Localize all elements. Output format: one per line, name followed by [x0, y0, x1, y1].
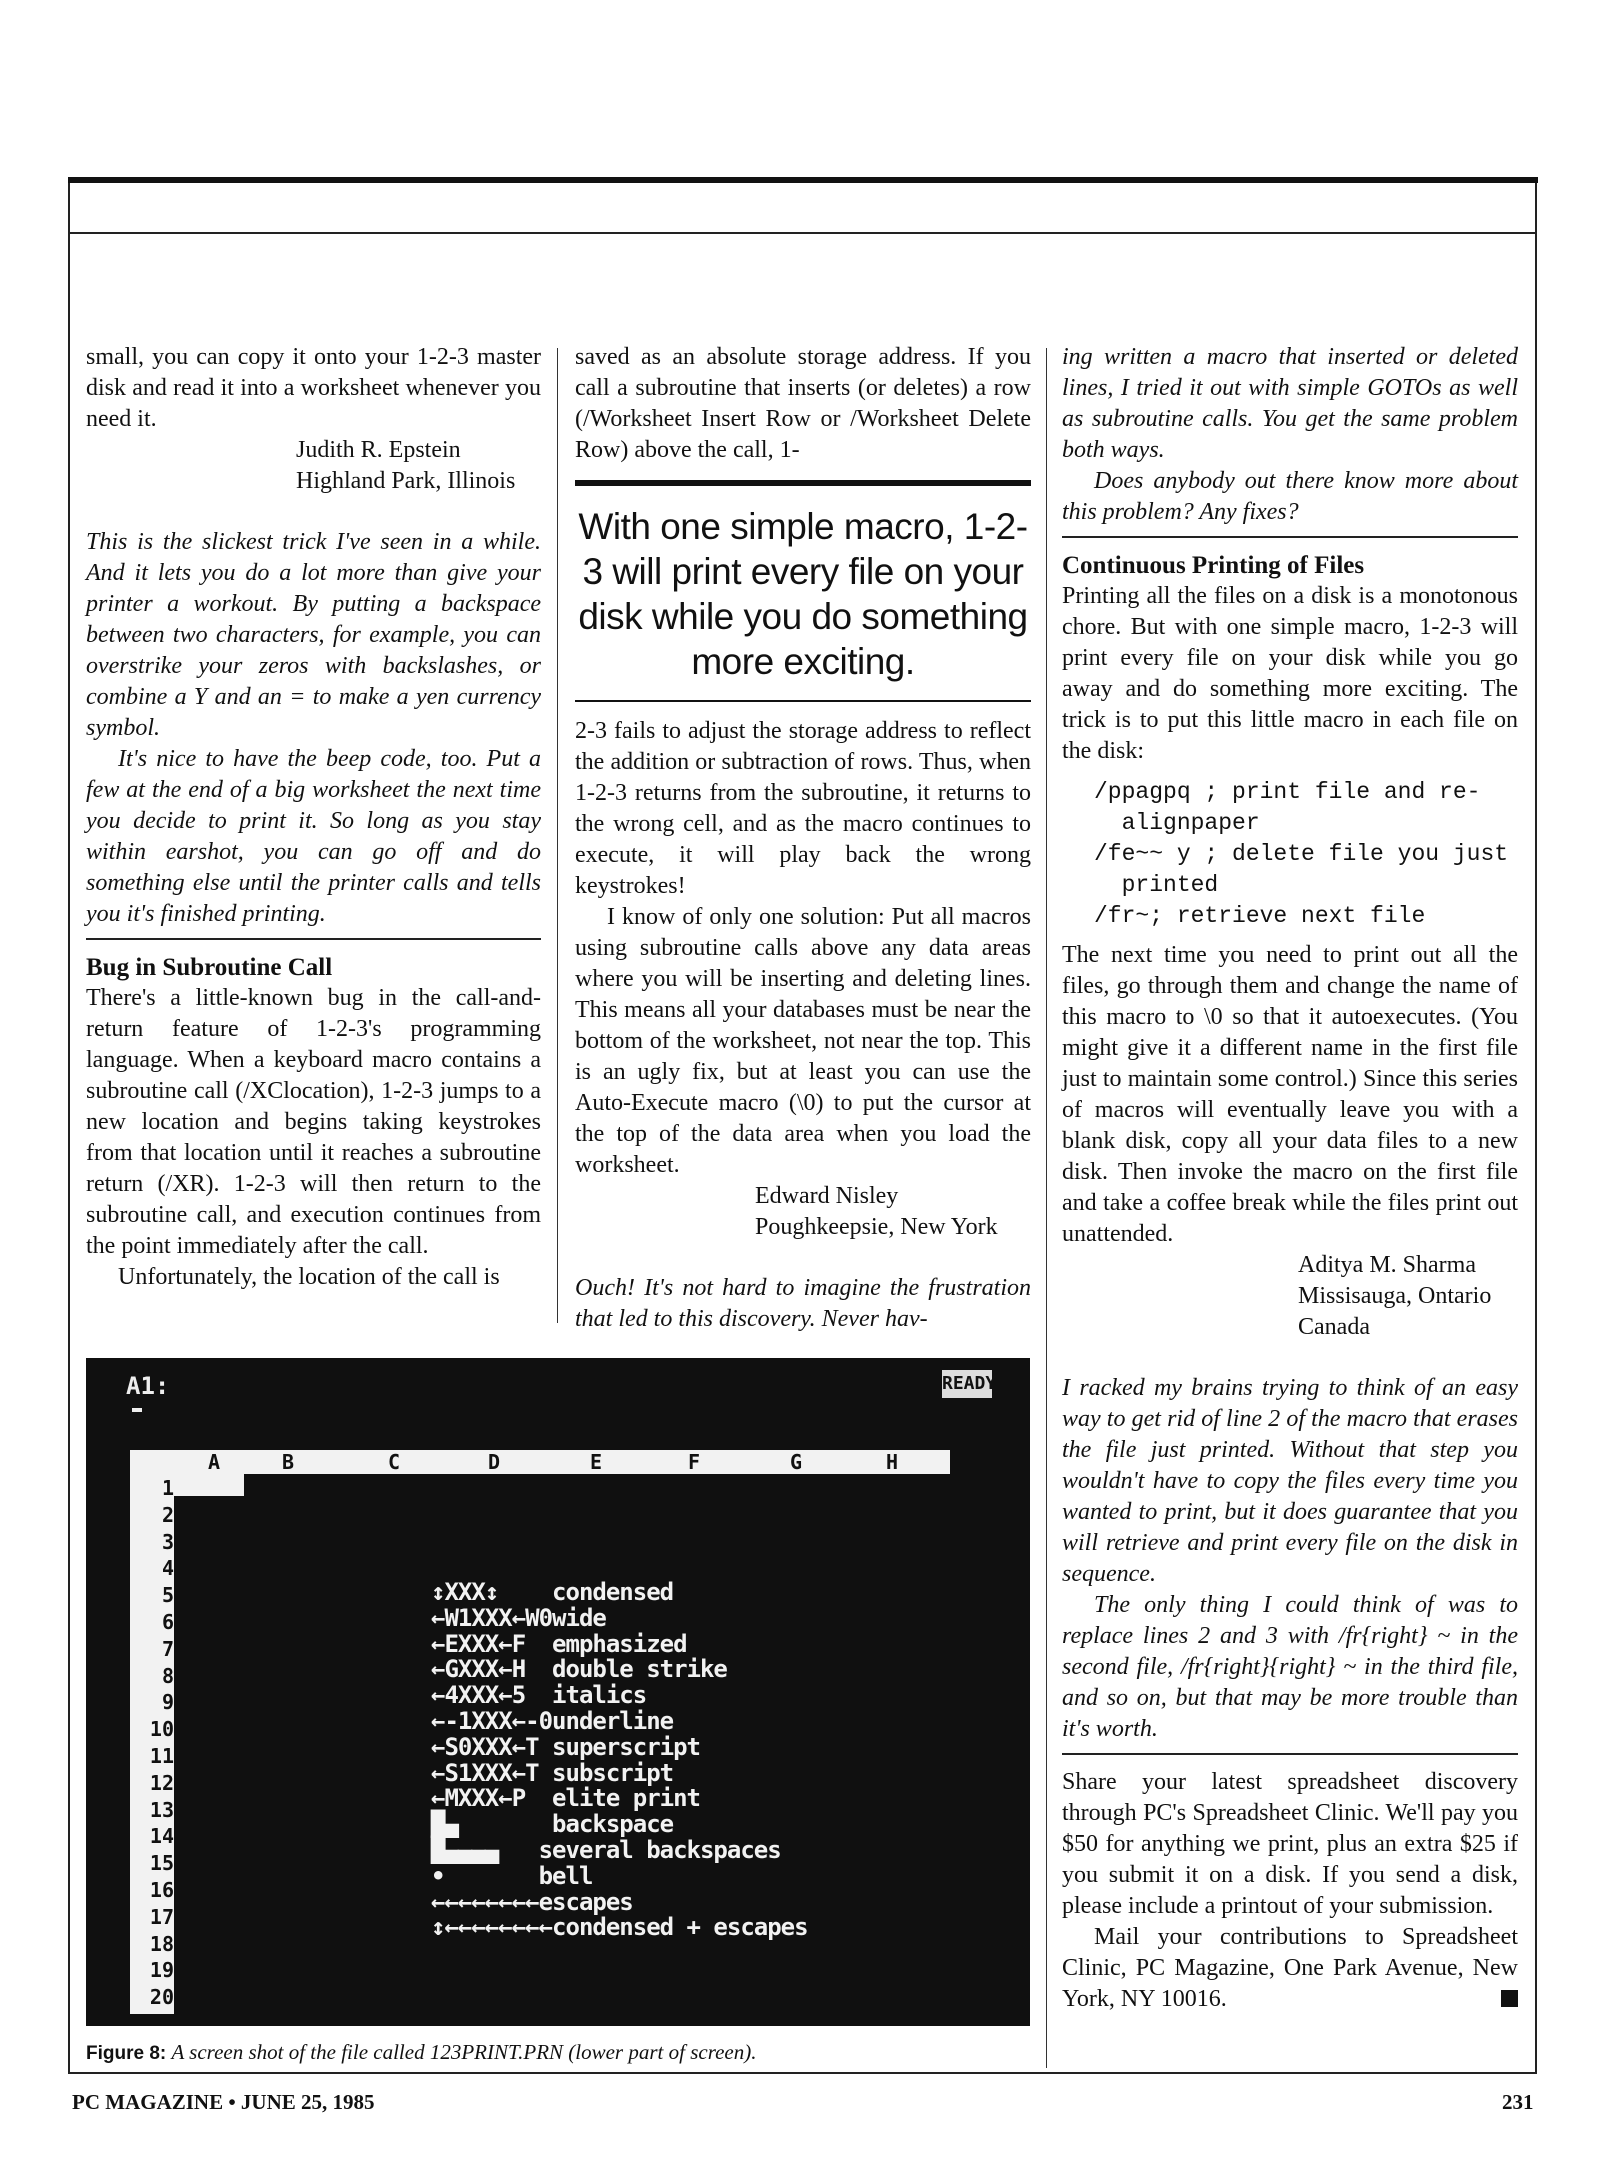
- frame-left: [68, 183, 70, 2073]
- row-number: 19: [149, 1958, 174, 1983]
- screen-line: ↕←←←←←←←←condensed + escapes: [431, 1913, 808, 1942]
- row-number: 16: [149, 1878, 174, 1902]
- cell-pointer: [174, 1474, 244, 1496]
- row-number: 9: [161, 1690, 174, 1715]
- row-number: 20: [149, 1985, 174, 2010]
- column-letter: B: [282, 1450, 295, 1474]
- article-paragraph: 2-3 fails to adjust the storage address to reflect the addition or subtraction of rows. Thus, when 1-2-3 returns from the subroutine, it returns to the wrong cell, and as the macro continues to execute, it will play back the wrong keystrokes!: [575, 718, 1031, 899]
- screen-line: ←MXXX←P elite print: [431, 1784, 700, 1813]
- column-3: [1062, 342, 1518, 2015]
- column-letter: D: [488, 1450, 501, 1474]
- column-letter: F: [688, 1450, 701, 1474]
- editor-response: ing written a macro that inserted or deleted lines, I tried it out with simple GOTOs as well as subroutine calls. You get the same problem both ways.: [1062, 344, 1518, 463]
- cell-contents: [431, 1580, 808, 1941]
- figure-caption-text: A screen shot of the file called 123PRINT.PRN (lower part of screen).: [171, 2040, 757, 2064]
- row-number: 11: [149, 1744, 174, 1768]
- column-letter: C: [388, 1450, 401, 1474]
- figure-caption: [86, 2040, 1030, 2065]
- row-number: 17: [149, 1904, 174, 1929]
- author-location: Highland Park, Illinois: [296, 468, 516, 494]
- screen-line: ←EXXX←F emphasized: [431, 1629, 687, 1658]
- screen-line: ←GXXX←H double strike: [431, 1655, 727, 1684]
- editor-response: I racked my brains trying to think of an easy way to get rid of line 2 of the macro that erases the file just printed. Without that step you wouldn't have to copy the files every time you wanted to print, but it does guarantee that you will retrieve and print every file on the disk in sequence.: [1062, 1375, 1518, 1587]
- figure-label: Figure 8:: [86, 2043, 167, 2064]
- row-number: 7: [161, 1636, 174, 1661]
- screen-line: ←W1XXX←W0wide: [431, 1603, 606, 1632]
- row-number: 10: [149, 1717, 174, 1742]
- pull-quote: With one simple macro, 1-2-3 will print every file on your disk while you do something more exciting.: [575, 480, 1031, 702]
- mailing-address: [1062, 1922, 1518, 2015]
- row-number: 1: [161, 1476, 174, 1500]
- article-paragraph: Unfortunately, the location of the call is: [118, 1264, 500, 1290]
- article-paragraph: There's a little-known bug in the call-and-return feature of 1-2-3's programming language. When a keyboard macro contains a subroutine call (/XClocation), 1-2-3 jumps to a new location and begins taking keystrokes from that location until it reaches a subroutine return (/XR). 1-2-3 will then return to the subroutine call, and execution continues from the point immediately after the call.: [86, 985, 541, 1259]
- top-rule: [68, 177, 1538, 183]
- section-divider: [1062, 536, 1518, 538]
- editor-response: It's nice to have the beep code, too. Put a few at the end of a big worksheet the next time you decide to print it. So long as you stay within earshot, you can go off and do something else until the printer calls and tells you it's finished printing.: [86, 746, 541, 927]
- screen-line: ↕XXX↕ condensed: [431, 1578, 674, 1606]
- mailing-address-text: Mail your contributions to Spreadsheet Clinic, PC Magazine, One Park Avenue, New York, NY 10016.: [1062, 1924, 1518, 2012]
- row-number: 8: [161, 1663, 174, 1688]
- frame-header-rule: [68, 232, 1537, 234]
- section-divider: [1062, 1753, 1518, 1755]
- page-number: 231: [1502, 2090, 1534, 2114]
- screen-line: █▄ backspace: [431, 1810, 674, 1839]
- article-paragraph: The next time you need to print out all the files, go through them and change the name of this macro to \0 so that it autoexecutes. (You might give it a different name in the first file just to maintain some control.) Since this series of macros will eventually leave you with a blank disk, copy all your data files to a new disk. Then invoke the macro on the first file and take a coffee break while the files print out unattended.: [1062, 942, 1518, 1247]
- section-heading: Bug in Subroutine Call: [86, 954, 333, 981]
- submission-note: Share your latest spreadsheet discovery through PC's Spreadsheet Clinic. We'll pay you $50 for anything we print, plus an extra $25 if you submit it on a disk. If you send a disk, please include a printout of your submission.: [1062, 1769, 1518, 1919]
- author-name: Judith R. Epstein: [296, 437, 461, 463]
- row-number: 12: [149, 1770, 174, 1795]
- screen-line: ←S0XXX←T superscript: [431, 1732, 700, 1761]
- author-location: Poughkeepsie, New York: [755, 1214, 998, 1240]
- row-number: 13: [149, 1797, 174, 1822]
- mode-indicator: READY: [942, 1370, 992, 1398]
- figure-screenshot: [86, 1358, 1030, 2026]
- column-1: [86, 342, 541, 1293]
- screen-line: ←←←←←←←←escapes: [431, 1887, 633, 1916]
- row-number: 6: [161, 1610, 174, 1634]
- row-number: 15: [149, 1851, 174, 1876]
- author-country: Canada: [1298, 1314, 1370, 1340]
- editor-response: Does anybody out there know more about this problem? Any fixes?: [1062, 468, 1518, 525]
- frame-bottom: [68, 2072, 1537, 2074]
- column-rule-2: [1046, 348, 1047, 2068]
- row-number: 4: [161, 1556, 174, 1581]
- section-divider: [86, 938, 541, 940]
- row-number: 2: [161, 1502, 174, 1527]
- row-number: 14: [149, 1824, 174, 1849]
- editor-response: This is the slickest trick I've seen in a while. And it lets you do a lot more than give your printer a workout. By putting a backspace between two characters, for example, you can overstrike your zeros with backslashes, or combine a Y and an = to make a yen currency symbol.: [86, 529, 541, 741]
- column-rule-1: [557, 348, 558, 1323]
- editor-response: Ouch! It's not hard to imagine the frustration that led to this discovery. Never hav-: [575, 1275, 1031, 1332]
- article-paragraph: I know of only one solution: Put all macros using subroutine calls above any data areas where you will be inserting and deleting lines. This means all your databases must be near the bottom of the worksheet, not near the top. This is an ugly fix, but at least you can use the Auto-Execute macro (\0) to put the cursor at the top of the data area when you load the worksheet.: [575, 904, 1031, 1178]
- article-paragraph: small, you can copy it onto your 1-2-3 master disk and read it into a worksheet whenever you need it.: [86, 344, 541, 432]
- column-header-bar: [130, 1450, 950, 1474]
- footer-publication: PC MAGAZINE • JUNE 25, 1985: [72, 2090, 375, 2114]
- author-name: Aditya M. Sharma: [1298, 1252, 1476, 1278]
- screen-line: ←S1XXX←T subscript: [431, 1758, 674, 1787]
- editor-response: The only thing I could think of was to replace lines 2 and 3 with /fr{right} ~ in the second file, /fr{right}{right} ~ in the third file, and so on, but that may be more trouble than it's worth.: [1062, 1592, 1518, 1742]
- end-mark-icon: [1501, 1990, 1518, 2007]
- frame-right: [1535, 183, 1537, 2073]
- author-name: Edward Nisley: [755, 1183, 899, 1209]
- column-letter: E: [590, 1450, 603, 1474]
- screen-line: ←4XXX←5 italics: [431, 1681, 647, 1710]
- row-number: 18: [149, 1931, 174, 1956]
- section-heading: Continuous Printing of Files: [1062, 552, 1365, 579]
- column-2: [575, 342, 1031, 1335]
- row-number: 3: [161, 1529, 174, 1554]
- row-number: 5: [161, 1583, 174, 1608]
- article-paragraph: saved as an absolute storage address. If you call a subroutine that inserts (or deletes) a row (/Worksheet Insert Row or /Worksheet Delete Row) above the call, 1-: [575, 344, 1031, 463]
- screen-line: ←-1XXX←-0underline: [431, 1706, 674, 1735]
- author-location: Missisauga, Ontario: [1298, 1283, 1492, 1309]
- cell-indicator: A1:: [126, 1372, 170, 1400]
- screen-line: █▄▄▄▄ several backspaces: [431, 1835, 781, 1864]
- column-letter: A: [208, 1450, 221, 1474]
- column-letter: G: [790, 1450, 803, 1474]
- macro-code: /ppagpq ; print file and re- alignpaper /fe~~ y ; delete file you just printed /fr~; retrieve next file: [1094, 779, 1509, 929]
- screen-line: • bell: [431, 1861, 593, 1890]
- column-letter: H: [886, 1450, 899, 1474]
- cursor-icon: [132, 1408, 142, 1412]
- article-paragraph: Printing all the files on a disk is a monotonous chore. But with one simple macro, 1-2-3 will print every file on your disk while you go away and do something more exciting. The trick is to put this little macro in each file on the disk:: [1062, 583, 1518, 764]
